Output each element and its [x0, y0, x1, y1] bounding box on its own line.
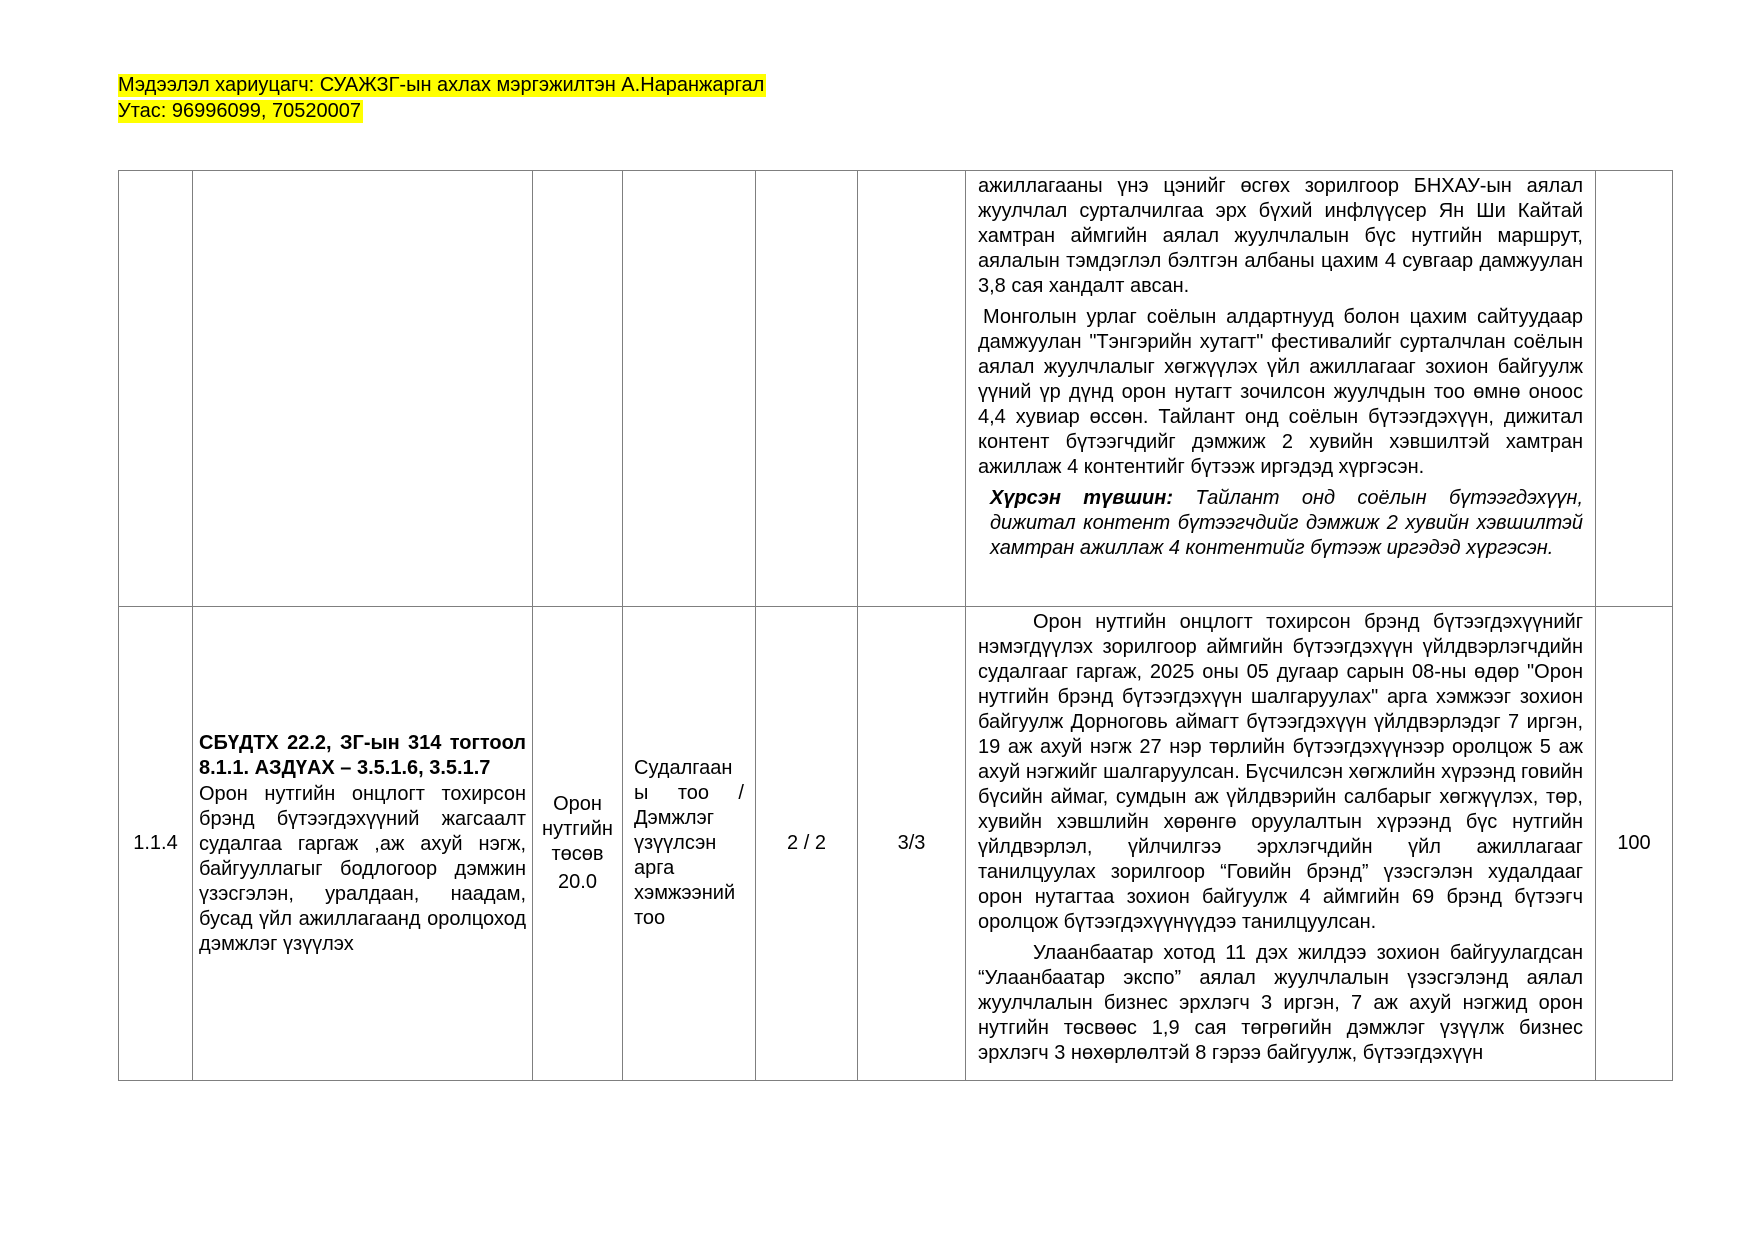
- row-index-cell: [119, 607, 193, 1081]
- empty-score-cell: [1596, 171, 1673, 607]
- actual-value: 3/3: [897, 832, 926, 854]
- actual-cell: [858, 607, 966, 1081]
- score-value: 100: [1617, 832, 1651, 854]
- budget-amount: 20.0: [558, 871, 597, 893]
- contact-header: [118, 72, 766, 124]
- activity-description-cell: [193, 607, 533, 1081]
- target-cell: [756, 607, 858, 1081]
- achieved-level-text: Тайлант онд соёлын бүтээгдэхүүн, дижитал контент бүтээгчдийг дэмжиж 2 хувийн хэвшилтэй хамтран ажиллаж 4 контентийг бүтээж иргэдэд хүргэсэн.: [990, 487, 1583, 559]
- empty-target-cell: [756, 171, 858, 607]
- budget-source: Орон нутгийн төсөв: [542, 793, 613, 865]
- report-paragraph: Орон нутгийн онцлогт тохирсон брэнд бүтээгдэхүүнийг нэмэгдүүлэх зорилгоор аймгийн бүтээгдэхүүн үйлдвэрлэгчдийн судалгааг гаргаж, 2025 оны 05 дугаар сарын 08-ны өдөр "Орон нутгийн брэнд бүтээгдэхүүн шалгаруулах" арга хэмжээг зохион байгуулж Дорноговь аймагт бүтээгдэхүүн үйлдвэрлэдэг 7 иргэн, 19 аж ахуй нэгж 27 нэр төрлийн бүтээгдэхүүнээр оролцож 5 аж ахуй нэгжийг шалгаруулсан. Бүсчилсэн хөгжлийн хүрээнд говийн бүсийн аймаг, сумдын аж үйлдвэрийн салбарыг хөгжүүлэх, төр, хувийн хэвшлийн хөрөнгө оруулалтын хүрээнд бүс нутгийн үйлдвэрлэл, үйлчилгээ эрхлэгчдийн үйл ажиллагааг танилцуулах зорилгоор “Говийн брэнд” үзэсгэлэн худалдааг орон нутагтаа зохион байгуулж 4 аймгийн 69 брэнд бүтээгч оролцож бүтээгдэхүүнүүдээ танилцуулсан.: [978, 611, 1583, 933]
- budget-cell: [533, 607, 623, 1081]
- responsible-officer-line: [118, 72, 766, 98]
- report-paragraph: Монголын урлаг соёлын алдартнууд болон цахим сайтуудаар дамжуулан "Тэнгэрийн хутагт" фестивалийг сурталчлан соёлын аялал жуулчлалыг хөгжүүлэх үйл ажиллагааг зохион байгуулж үүний үр дүнд орон нутагт зочилсон жуулчдын тоо өмнө оноос 4,4 хувиар өссөн. Тайлант онд соёлын бүтээгдэхүүн, дижитал контент бүтээгчдийг дэмжиж 2 хувийн хэвшилтэй хамтран ажиллаж 4 контентийг бүтээж иргэдэд хүргэсэн.: [978, 306, 1583, 478]
- indicator-text: Судалгааны тоо / Дэмжлэг үзүүлсэн арга хэмжээний тоо: [634, 757, 744, 929]
- row-index: 1.1.4: [133, 832, 178, 854]
- phone-text: Утас: 96996099, 70520007: [118, 100, 361, 122]
- phone-line: [118, 98, 766, 124]
- empty-actual-cell: [858, 171, 966, 607]
- empty-budget-cell: [533, 171, 623, 607]
- activity-text: Орон нутгийн онцлогт тохирсон брэнд бүтээгдэхүүний жагсаалт судалгаа гаргаж ,аж ахуй нэгж, байгууллагыг бодлогоор дэмжин үзэсгэлэн, уралдаан, наадам, бусад үйл ажиллагаанд оролцоход дэмжлэг үзүүлэх: [199, 782, 526, 955]
- empty-activity-cell: [193, 171, 533, 607]
- report-paragraph: Улаанбаатар хотод 11 дэх жилдээ зохион байгуулагдсан “Улаанбаатар экспо” аялал жуулчлалын үзэсгэлэнд аялал жуулчлалын бизнес эрхлэгч 3 иргэн, 7 аж ахуй нэгжид орон нутгийн төсвөөс 1,9 сая төгрөгийн дэмжлэг үзүүлж бизнес эрхлэгч 3 нөхөрлөлтэй 8 гэрээ байгуулж, бүтээгдэхүүн: [978, 942, 1583, 1064]
- empty-index-cell: [119, 171, 193, 607]
- score-cell: [1596, 607, 1673, 1081]
- policy-reference: СБҮДТХ 22.2, ЗГ-ын 314 тогтоол 8.1.1. АЗДҮАХ – 3.5.1.6, 3.5.1.7: [199, 731, 526, 779]
- achieved-level-paragraph: [978, 486, 1583, 561]
- indicator-cell: [623, 607, 756, 1081]
- empty-indicator-cell: [623, 171, 756, 607]
- report-paragraph: ажиллагааны үнэ цэнийг өсгөх зорилгоор БНХАУ-ын аялал жуулчлал сурталчилгаа эрх бүхий инфлүүсер Ян Ши Кайтай хамтран аймгийн аялал жуулчлалын бүс нутгийн маршрут, аялалын тэмдэглэл бэлтгэн албаны цахим 4 сувгаар дамжуулан 3,8 сая хандалт авсан.: [978, 175, 1583, 297]
- report-table: [118, 170, 1673, 1081]
- target-value: 2 / 2: [787, 832, 826, 854]
- report-text-cell: [966, 607, 1596, 1081]
- responsible-officer-text: Мэдээлэл хариуцагч: СУАЖЗГ-ын ахлах мэргэжилтэн А.Наранжаргал: [118, 74, 765, 96]
- achieved-level-label: Хүрсэн түвшин:: [990, 487, 1174, 509]
- report-text-cell-prev: [966, 171, 1596, 607]
